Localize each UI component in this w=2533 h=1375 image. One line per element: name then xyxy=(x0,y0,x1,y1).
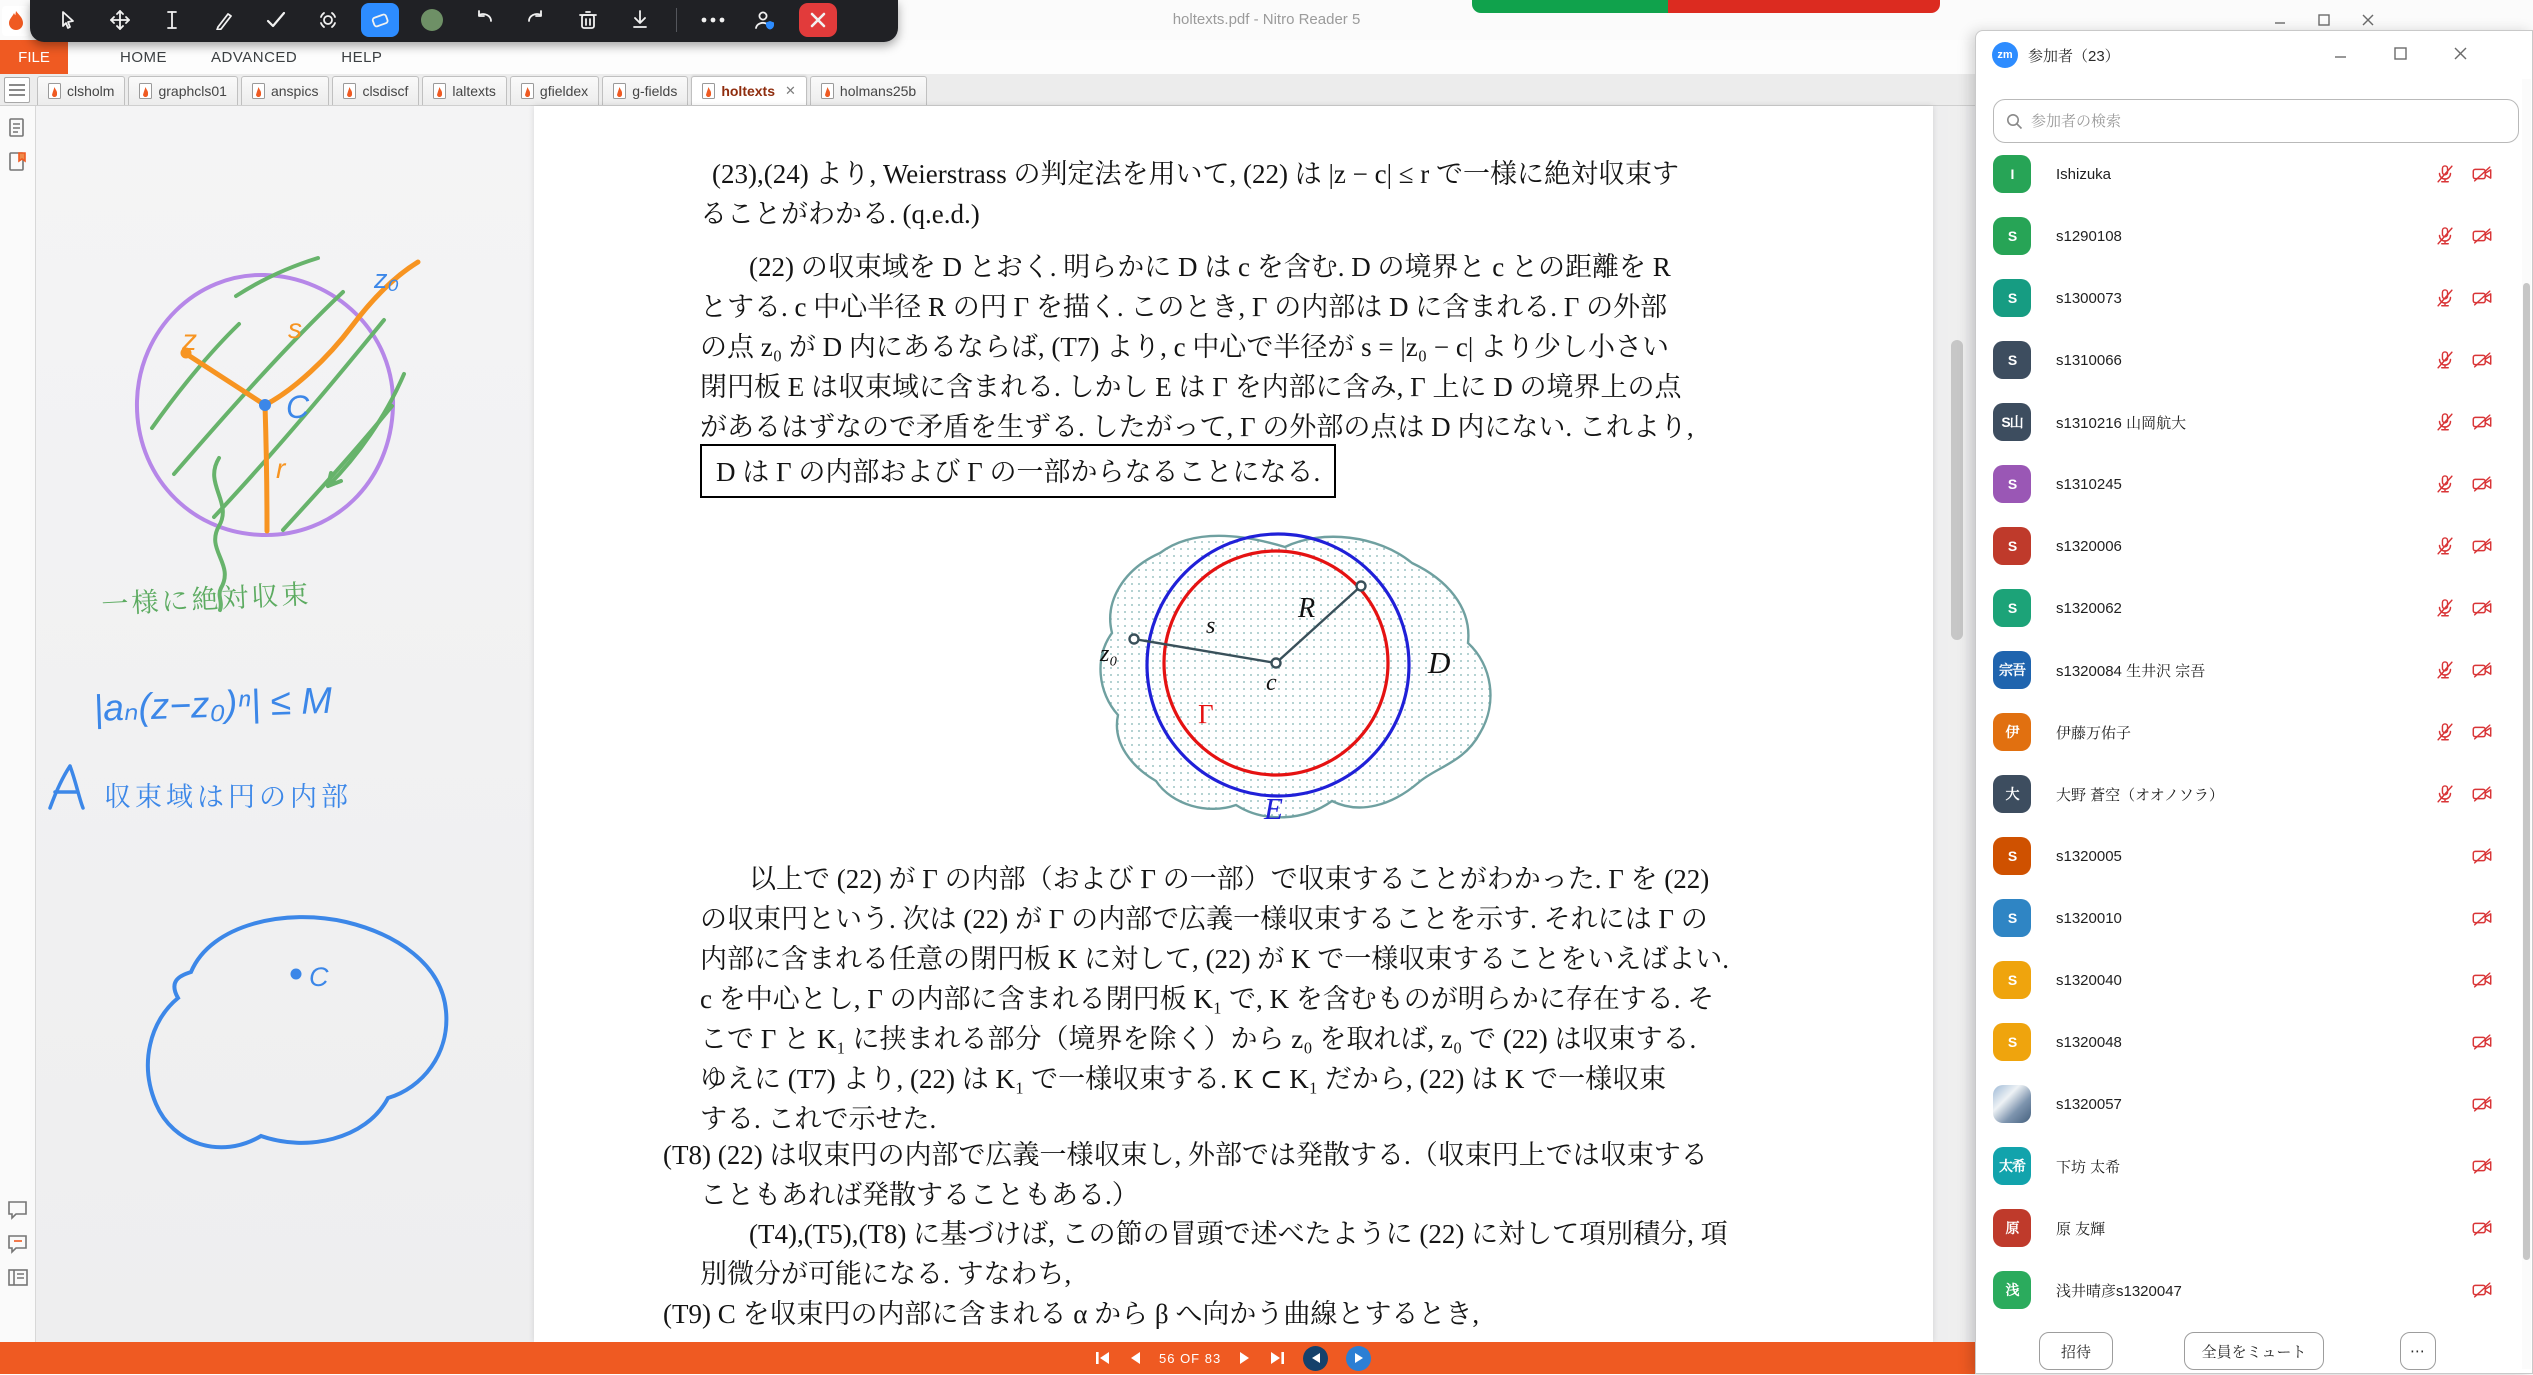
previous-view-button[interactable] xyxy=(1303,1346,1328,1371)
avatar: S xyxy=(1993,589,2031,627)
participant-row[interactable]: S s1320006 xyxy=(1976,515,2524,577)
participant-row[interactable]: s1320057 xyxy=(1976,1073,2524,1135)
panel-list-icon[interactable] xyxy=(6,1266,30,1290)
document-scrollbar[interactable] xyxy=(1948,106,1966,1342)
tab-graphcls01[interactable]: graphcls01 xyxy=(128,76,238,105)
participant-row[interactable]: 太希 下坊 太希 xyxy=(1976,1135,2524,1197)
participants-scrollbar-thumb[interactable] xyxy=(2523,283,2530,1260)
mic-muted-icon xyxy=(2434,349,2456,371)
pdf-line: (T8) (22) は収束円の内部で広義一様収束し, 外部では発散する.（収束円上では収束する xyxy=(663,1140,1708,1170)
avatar: S xyxy=(1993,837,2031,875)
text-tool-icon[interactable] xyxy=(148,2,196,38)
pdf-line: ることがわかる. (q.e.d.) xyxy=(700,199,980,229)
participant-row[interactable]: S s1320040 xyxy=(1976,949,2524,1011)
tab-laltexts[interactable]: laltexts xyxy=(422,76,507,105)
menu-advanced[interactable]: ADVANCED xyxy=(211,48,298,66)
avatar: S xyxy=(1993,279,2031,317)
participant-row[interactable]: S s1310245 xyxy=(1976,453,2524,515)
more-options-icon[interactable] xyxy=(689,2,737,38)
handwriting-formula: |aₙ(z−z₀)ⁿ| ≤ M xyxy=(92,679,333,729)
bookmark-icon[interactable] xyxy=(6,150,30,174)
participants-footer xyxy=(1976,1327,2532,1375)
tab-anspics[interactable]: anspics xyxy=(241,76,329,105)
participant-row[interactable]: S s1320010 xyxy=(1976,887,2524,949)
draw-pen-icon[interactable] xyxy=(200,2,248,38)
video-off-icon xyxy=(2470,1279,2494,1301)
figure-label-s: s xyxy=(1206,613,1216,639)
avatar: S xyxy=(1993,341,2031,379)
figure-label-z0: z₀ xyxy=(1100,641,1118,667)
avatar: S xyxy=(1993,527,2031,565)
document-canvas-margin xyxy=(36,106,534,1342)
tab-list-icon[interactable] xyxy=(4,77,30,103)
canvas-gap-2 xyxy=(1966,106,1975,1342)
pdf-line: (23),(24) より, Weierstrass の判定法を用いて, (22) は |z − c| ≤ r で一様に絶対収束す xyxy=(712,159,1680,189)
window-close-button[interactable] xyxy=(2358,10,2378,30)
video-off-icon xyxy=(2470,535,2494,557)
mic-muted-icon xyxy=(2434,473,2456,495)
canvas-gap xyxy=(1933,106,1948,1342)
video-off-icon xyxy=(2470,349,2494,371)
mic-muted-icon xyxy=(2434,721,2456,743)
left-sidebar-strip xyxy=(0,106,36,1342)
stop-share-button[interactable] xyxy=(1668,0,1940,13)
avatar: 伊 xyxy=(1993,713,2031,751)
mic-muted-icon xyxy=(2434,659,2456,681)
pdf-line: 内部に含まれる任意の閉円板 K に対して, (22) が K で一様収束することをいえばよい. xyxy=(700,944,1729,974)
participant-row[interactable]: I Ishizuka xyxy=(1976,143,2524,205)
video-off-icon xyxy=(2470,1031,2494,1053)
mouse-pointer-icon[interactable] xyxy=(44,2,92,38)
last-page-button[interactable] xyxy=(1269,1351,1285,1365)
avatar: S xyxy=(1993,217,2031,255)
menu-home[interactable]: HOME xyxy=(120,48,167,66)
nitro-logo xyxy=(2,6,30,36)
video-off-icon xyxy=(2470,225,2494,247)
video-off-icon xyxy=(2470,845,2494,867)
pdf-line: の収束円という. 次は (22) が Γ の内部で広義一様収束することを示す. それには Γ の xyxy=(700,904,1708,934)
video-off-icon xyxy=(2470,659,2494,681)
pdf-line: c を中心とし, Γ の内部に含まれる閉円板 K₁ で, K を含むものが明らかに存在する. そ xyxy=(700,984,1715,1014)
color-swatch-icon[interactable] xyxy=(408,2,456,38)
tab-clsholm[interactable]: clsholm xyxy=(37,76,125,105)
participant-search-input[interactable] xyxy=(2031,113,2506,130)
pdf-page xyxy=(534,106,1933,1342)
participant-row[interactable]: 宗吾 s1320084 生井沢 宗吾 xyxy=(1976,639,2524,701)
pdf-line: こで Γ と K₁ に挟まれる部分（境界を除く）から z₀ を取れば, z₀ で (22) は収束する. xyxy=(700,1024,1697,1054)
video-off-icon xyxy=(2470,287,2494,309)
menu-file[interactable]: FILE xyxy=(0,40,68,74)
pdf-line: こともあれば発散することもある.） xyxy=(700,1180,1139,1210)
pdf-line: があるはずなので矛盾を生ずる. したがって, Γ の外部の点は D 内にない. これより, xyxy=(700,412,1694,442)
handwriting-uniform-convergence: 一様に絶対収束 xyxy=(100,579,313,620)
tab-holtexts-active[interactable]: holtexts ✕ xyxy=(691,76,807,105)
participant-row[interactable]: S s1320005 xyxy=(1976,825,2524,887)
participant-row[interactable]: 原 原 友輝 xyxy=(1976,1197,2524,1259)
participants-title: 参加者（23） xyxy=(2028,47,2120,65)
pdf-line: 別微分が可能になる. すなわち, xyxy=(700,1259,1072,1289)
label-center-c: C xyxy=(286,389,310,425)
trash-icon[interactable] xyxy=(564,2,612,38)
video-off-icon xyxy=(2470,969,2494,991)
window-maximize-button[interactable] xyxy=(2314,10,2334,30)
participant-row[interactable]: S s1310066 xyxy=(1976,329,2524,391)
panel-maximize-button[interactable] xyxy=(2390,43,2410,63)
panel-minimize-button[interactable] xyxy=(2330,43,2350,63)
pdf-line: (T4),(T5),(T8) に基づけば, この節の冒頭で述べたように (22) に対して項別積分, 項 xyxy=(749,1219,1728,1249)
convergence-figure xyxy=(1060,505,1505,850)
tab-clsdiscf[interactable]: clsdiscf xyxy=(332,76,419,105)
pdf-line: (T9) C を収束円の内部に含まれる α から β へ向かう曲線とするとき, xyxy=(663,1299,1480,1329)
video-off-icon xyxy=(2470,473,2494,495)
annotate-note-icon[interactable] xyxy=(6,1232,30,1256)
panel-close-button[interactable] xyxy=(2450,43,2470,63)
avatar: 原 xyxy=(1993,1209,2031,1247)
avatar: 大 xyxy=(1993,775,2031,813)
participant-row[interactable]: S山 s1310216 山岡航大 xyxy=(1976,391,2524,453)
undo-icon[interactable] xyxy=(460,2,508,38)
redo-icon[interactable] xyxy=(512,2,560,38)
pdf-line: とする. c 中心半径 R の円 Γ を描く. このとき, Γ の内部は D に含まれる. Γ の外部 xyxy=(700,292,1668,322)
participant-row[interactable]: S s1320048 xyxy=(1976,1011,2524,1073)
spotlight-icon[interactable] xyxy=(304,2,352,38)
video-off-icon xyxy=(2470,783,2494,805)
avatar: 浅 xyxy=(1993,1271,2031,1309)
mic-muted-icon xyxy=(2434,411,2456,433)
avatar: S xyxy=(1993,899,2031,937)
mic-muted-icon xyxy=(2434,287,2456,309)
close-annotation-button[interactable] xyxy=(799,3,837,37)
more-options-button[interactable]: ⋯ xyxy=(2400,1332,2436,1370)
label-s: s xyxy=(288,313,302,344)
label-z0: z₀ xyxy=(374,264,399,294)
window-title: holtexts.pdf - Nitro Reader 5 xyxy=(1172,11,1361,28)
mute-all-button[interactable]: 全員をミュート xyxy=(2184,1332,2324,1370)
participant-row[interactable]: S s1320062 xyxy=(1976,577,2524,639)
figure-label-c: c xyxy=(1266,670,1277,696)
figure-label-D: D xyxy=(1428,645,1451,680)
pdf-line: の点 z₀ が D 内にあるならば, (T7) より, c 中心で半径が s = |z₀ − c| より少し小さい xyxy=(700,332,1670,362)
check-stamp-icon[interactable] xyxy=(252,2,300,38)
screen-sharing-indicator[interactable] xyxy=(1472,0,1668,13)
document-scrollbar-thumb[interactable] xyxy=(1951,340,1963,640)
figure-label-E: E xyxy=(1264,791,1283,826)
pdf-line: する. これで示せた. xyxy=(700,1104,937,1134)
video-off-icon xyxy=(2470,1217,2494,1239)
avatar: S xyxy=(1993,1023,2031,1061)
next-page-button[interactable] xyxy=(1239,1351,1251,1365)
video-off-icon xyxy=(2470,721,2494,743)
participant-row[interactable]: S s1300073 xyxy=(1976,267,2524,329)
pdf-line: 閉円板 E は収束域に含まれる. しかし E は Γ を内部に含み, Γ 上に D の境界上の点 xyxy=(700,372,1682,402)
handwriting-mark xyxy=(50,766,83,808)
label-blob-c: C xyxy=(309,962,329,992)
tab-gfieldex[interactable]: gfieldex xyxy=(510,76,599,105)
page-thumbnails-icon[interactable] xyxy=(6,116,30,140)
label-r: r xyxy=(276,453,286,484)
video-off-icon xyxy=(2470,411,2494,433)
label-z: z xyxy=(182,324,197,357)
participant-row[interactable]: 伊 伊藤万佑子 xyxy=(1976,701,2524,763)
mic-muted-icon xyxy=(2434,597,2456,619)
avatar: 宗吾 xyxy=(1993,651,2031,689)
save-download-icon[interactable] xyxy=(616,2,664,38)
avatar-photo xyxy=(1993,1085,2031,1123)
previous-page-button[interactable] xyxy=(1129,1351,1141,1365)
pdf-line: (22) の収束域を D とおく. 明らかに D は c を含む. D の境界と c との距離を R xyxy=(749,252,1671,282)
pdf-line: ゆえに (T7) より, (22) は K₁ で一様収束する. K ⊂ K₁ だから, (22) は K で一様収束 xyxy=(700,1064,1667,1094)
pdf-line: 以上で (22) が Γ の内部（および Γ の一部）で収束することがわかった. Γ を (22) xyxy=(749,864,1710,894)
tab-close-icon[interactable]: ✕ xyxy=(785,83,796,98)
avatar: S山 xyxy=(1993,403,2031,441)
next-view-button[interactable] xyxy=(1346,1346,1371,1371)
tab-holmans25b[interactable]: holmans25b xyxy=(810,76,927,105)
boxed-statement: D は Γ の内部および Γ の一部からなることになる. xyxy=(700,444,1336,498)
zoom-logo-icon: zm xyxy=(1992,42,2018,68)
tab-g-fields[interactable]: g-fields xyxy=(602,76,688,105)
video-off-icon xyxy=(2470,163,2494,185)
handwriting-domain-note: 収束域は円の内部 xyxy=(104,782,352,812)
participants-list xyxy=(1976,143,2524,1323)
participant-row[interactable]: 浅 浅井晴彦s1320047 xyxy=(1976,1259,2524,1321)
avatar: 太希 xyxy=(1993,1147,2031,1185)
video-off-icon xyxy=(2470,1093,2494,1115)
participant-row[interactable]: S s1290108 xyxy=(1976,205,2524,267)
security-user-icon[interactable] xyxy=(741,2,789,38)
avatar: S xyxy=(1993,465,2031,503)
mic-muted-icon xyxy=(2434,225,2456,247)
move-icon[interactable] xyxy=(96,2,144,38)
toolbar-divider xyxy=(676,8,677,32)
hand-drawn-annotations xyxy=(36,106,534,1342)
participant-search-box xyxy=(1993,99,2519,143)
page-indicator: 56 OF 83 xyxy=(1159,1350,1222,1366)
avatar: S xyxy=(1993,961,2031,999)
mic-muted-icon xyxy=(2434,535,2456,557)
invite-button[interactable]: 招待 xyxy=(2039,1332,2113,1370)
eraser-icon-active[interactable] xyxy=(361,3,399,37)
avatar: I xyxy=(1993,155,2031,193)
annotation-toolbar xyxy=(30,0,898,42)
menu-help[interactable]: HELP xyxy=(341,48,383,66)
mic-muted-icon xyxy=(2434,783,2456,805)
participants-panel xyxy=(1975,30,2533,1374)
figure-label-gamma: Γ xyxy=(1198,699,1214,729)
participant-row[interactable]: 大 大野 蒼空（オオノソラ） xyxy=(1976,763,2524,825)
current-color xyxy=(421,9,443,31)
search-icon xyxy=(2006,113,2023,130)
video-off-icon xyxy=(2470,907,2494,929)
figure-label-R: R xyxy=(1298,593,1316,624)
first-page-button[interactable] xyxy=(1095,1351,1111,1365)
video-off-icon xyxy=(2470,597,2494,619)
window-minimize-button[interactable] xyxy=(2270,10,2290,30)
comment-bubble-icon[interactable] xyxy=(6,1198,30,1222)
mic-muted-icon xyxy=(2434,163,2456,185)
video-off-icon xyxy=(2470,1155,2494,1177)
